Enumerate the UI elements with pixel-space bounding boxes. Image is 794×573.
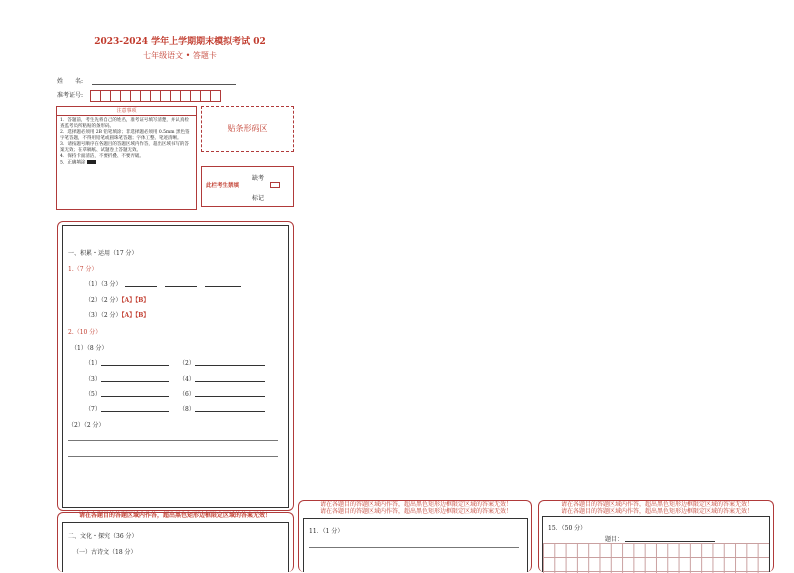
q1-label: 1.（7 分） [68,266,98,273]
warning-text: 请在各题目的答题区域内作答，超出黑色矩形边框限定区域的答案无效！ [78,512,271,519]
warning-text: 请在各题目的答题区域内作答，超出黑色矩形边框限定区域的答案无效！ [319,508,512,515]
section2-answer-area[interactable] [62,522,289,572]
barcode-area [201,106,294,152]
answer-blank[interactable] [101,390,169,397]
answer-blank[interactable] [195,375,265,382]
notice-heading: 注意事项 [57,107,196,116]
name-field[interactable] [92,76,236,85]
answer-blank[interactable] [195,405,265,412]
absent-box [201,166,294,207]
q1-1-label: （1）（3 分） [85,281,122,288]
blank-label: （7） [85,406,101,413]
answer-line[interactable] [68,456,278,457]
section1-answer-area[interactable] [62,225,289,508]
warning-text: 请在各题目的答题区域内作答，超出黑色矩形边框限定区域的答案无效！ [319,501,512,508]
notice-item-text: 5．正确填涂 [60,160,86,166]
q1-3-text: （3）（2 分） [85,312,122,319]
option-b[interactable]: 【B】 [135,297,150,304]
absent-top: 缺考 [252,175,265,182]
q1-2-label [85,295,149,304]
answer-blank[interactable] [195,359,265,366]
answer-blank[interactable] [101,405,169,412]
essay-title-field[interactable] [625,535,715,542]
blank-label: （4） [179,376,195,383]
answer-line[interactable] [309,547,519,548]
section2-heading: 二、文化・探究（36 分） [68,533,138,540]
q1-3-label [85,310,149,319]
option-a[interactable]: 【A】 [121,312,136,319]
section2-sub: （一）古诗文（18 分） [73,549,137,556]
id-label: 准考证号: [57,92,84,99]
id-field[interactable] [90,87,220,106]
q2-label: 2.（10 分） [68,329,102,336]
name-label: 姓 名: [57,78,84,85]
q1-1-blank[interactable] [165,280,197,287]
q11-answer-area[interactable] [303,518,528,572]
notice-item: 2．选择题必须用 2B 铅笔填涂；非选择题必须用 0.5mm 黑色签字笔答题，不得用铅笔或圆珠笔答题；字体工整、笔迹清晰。 [60,130,190,141]
fill-sample-icon [87,160,96,164]
blank-label: （1） [85,360,101,367]
page-title: 2023-2024 学年上学期期末模拟考试 02 [94,37,266,47]
answer-blank[interactable] [101,359,169,366]
warning-text: 请在各题目的答题区域内作答，超出黑色矩形边框限定区域的答案无效！ [560,508,753,515]
warning-text: 请在各题目的答题区域内作答，超出黑色矩形边框限定区域的答案无效！ [560,501,753,508]
notice-item: 3．请按题号顺序在各题目的答题区域内作答，超出区域书写的答案无效；在草稿纸、试题卷上答题无效。 [60,142,189,153]
q11-label: 11．（1 分） [309,528,344,535]
absent-bottom: 标记 [252,195,265,202]
notice-item: 1．答题前，考生先将自己的姓名，准考证号填写清楚，并认真检查监考员所粘贴的条形码。 [60,118,189,129]
q2-2-label: （2）（2 分） [68,422,105,429]
q15-answer-area[interactable] [542,516,770,572]
q1-1-blank[interactable] [125,280,157,287]
answer-blank[interactable] [195,390,265,397]
answer-blank[interactable] [101,375,169,382]
page-subtitle: 七年级语文 • 答题卡 [143,51,217,60]
notice-box [56,106,197,210]
barcode-label: 贴条形码区 [227,124,268,133]
option-a[interactable]: 【A】 [121,297,136,304]
notice-item [60,160,193,167]
absent-checkbox[interactable] [270,182,280,188]
blank-label: （2） [179,360,195,367]
section1-heading: 一、积累・运用（17 分） [68,250,138,257]
answer-line[interactable] [68,440,278,441]
q1-2-text: （2）（2 分） [85,297,122,304]
blank-label: （3） [85,376,101,383]
q15-label: 15．（50 分） [548,525,587,532]
notice-item: 4．保持卡面清洁，不要折叠、不要弄破。 [60,154,144,159]
option-b[interactable]: 【B】 [135,312,150,319]
blank-label: （5） [85,391,101,398]
q2-1-label: （1）（8 分） [71,345,108,352]
q15-title-label: 题目： [605,536,624,543]
essay-grid[interactable] [543,543,769,573]
blank-label: （6） [179,391,195,398]
q1-1-blank[interactable] [205,280,241,287]
blank-label: （8） [179,406,195,413]
absent-note: 此栏考生禁填 [206,183,240,189]
